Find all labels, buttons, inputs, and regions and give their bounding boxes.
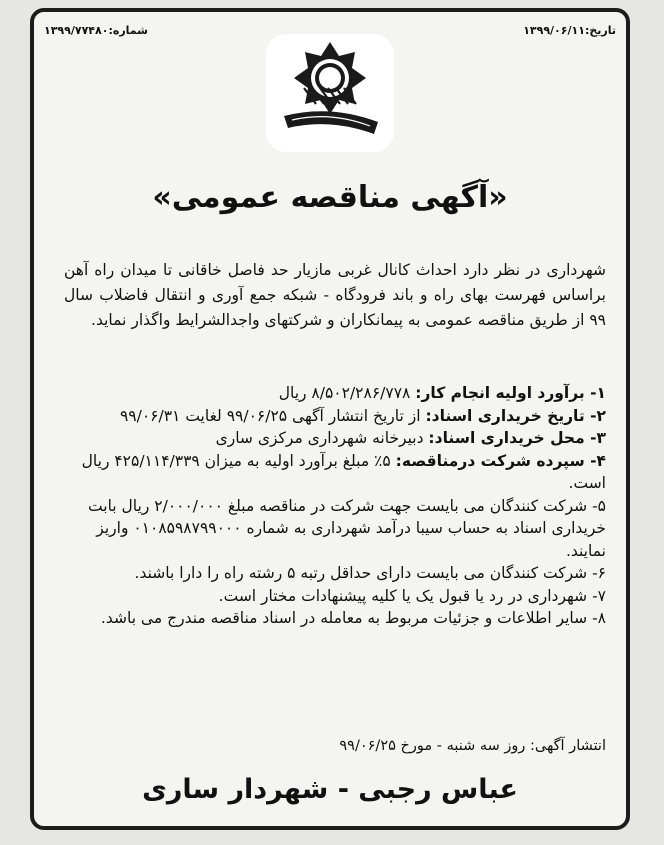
notice-item bbox=[64, 607, 606, 630]
notice-item-text: دبیرخانه شهرداری مرکزی ساری bbox=[215, 429, 429, 447]
notice-item-text: از تاریخ انتشار آگهی ۹۹/۰۶/۲۵ لغایت ۹۹/۰۶/۳۱ bbox=[119, 406, 426, 425]
notice-item-text: ۵٪ مبلغ برآورد اولیه به میزان ۴۲۵/۱۱۴/۳۳۹ ریال است. bbox=[81, 451, 606, 492]
notice-item bbox=[64, 427, 606, 450]
publication-line: انتشار آگهی: روز سه شنبه - مورخ ۹۹/۰۶/۲۵ bbox=[339, 738, 606, 754]
notice-item-label: ۱- برآورد اولیه انجام کار: bbox=[415, 384, 606, 402]
notice-date: تاریخ:۱۳۹۹/۰۶/۱۱ bbox=[523, 24, 616, 37]
notice-number: شماره:۱۳۹۹/۷۷۴۸۰ bbox=[44, 24, 149, 37]
notice-item-text: ۸- سایر اطلاعات و جزئیات مربوط به معامله در اسناد مناقصه مندرج می باشد. bbox=[100, 609, 606, 627]
notice-items bbox=[64, 382, 606, 630]
notice-sheet bbox=[30, 8, 630, 830]
notice-item bbox=[64, 405, 606, 428]
notice-item bbox=[64, 562, 606, 585]
notice-item bbox=[64, 382, 606, 405]
notice-item-text: ۵- شرکت کنندگان می بایست جهت شرکت در مناقصه مبلغ ۲/۰۰۰/۰۰۰ ریال بابت خریداری اسناد به حساب سیبا درآمد شهرداری به شماره ۰۱۰۸۵۹۸۷۹۹۰۰۰ واریز نمایند. bbox=[88, 496, 606, 560]
notice-item-label: ۲- تاریخ خریداری اسناد: bbox=[425, 406, 606, 425]
notice-title: «آگهی مناقصه عمومی» bbox=[152, 180, 508, 215]
notice-item-label: ۴- سپرده شرکت درمناقصه: bbox=[395, 451, 606, 470]
signature: عباس رجبی - شهردار ساری bbox=[142, 774, 518, 805]
notice-item-label: ۳- محل خریداری اسناد: bbox=[428, 429, 606, 447]
sari-municipality-logo-icon bbox=[266, 34, 394, 152]
notice-item bbox=[64, 495, 606, 563]
notice-item-text: ۶- شرکت کنندگان می بایست دارای حداقل رتبه ۵ رشته راه را دارا باشند. bbox=[134, 564, 606, 582]
municipality-logo bbox=[266, 34, 394, 152]
notice-item-text: ۸/۵۰۲/۲۸۶/۷۷۸ ریال bbox=[278, 384, 416, 402]
notice-item bbox=[64, 585, 606, 608]
notice-item-text: ۷- شهرداری در رد یا قبول یک یا کلیه پیشنهادات مختار است. bbox=[218, 586, 606, 605]
notice-intro: شهرداری در نظر دارد احداث کانال غربی مازیار حد فاصل خاقانی تا میدان راه آهن براساس فهرست بهای راه و باند فرودگاه - شبکه جمع آوری و انتقال فاضلاب سال ۹۹ از طریق مناقصه عمومی به پیمانکاران و شرکتهای واجدالشرایط واگذار نماید. bbox=[64, 260, 606, 329]
notice-item bbox=[64, 450, 606, 495]
